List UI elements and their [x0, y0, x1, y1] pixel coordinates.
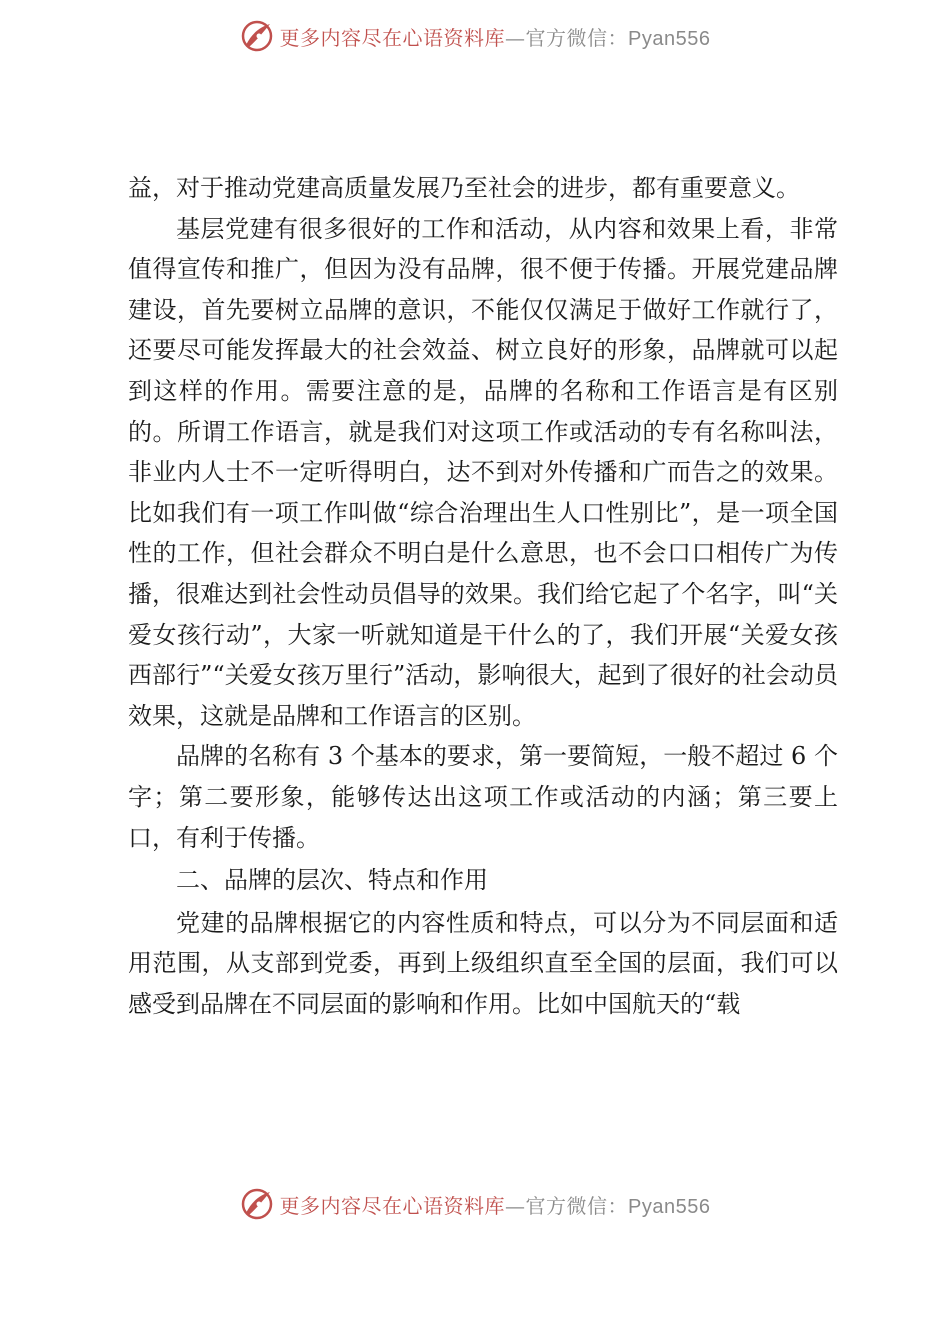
banner-wechat-label: 官方微信： [525, 25, 629, 50]
paragraph: 基层党建有很多很好的工作和活动，从内容和效果上看，非常值得宣传和推广，但因为没有品牌，很不便于传播。开展党建品牌建设，首先要树立品牌的意识，不能仅仅满足于做好工作就行了，还要尽可能发挥最大的社会效益、树立良好的形象，品牌就可以起到这样的作用。需要注意的是，品牌的名称和工作语言是有区别的。所谓工作语言，就是我们对这项工作或活动的专有名称叫法，非业内人士不一定听得明白，达不到对外传播和广而告之的效果。比如我们有一项工作叫做“综合治理出生人口性别比”，是一项全国性的工作，但社会群众不明白是什么意思，也不会口口相传广为传播，很难达到社会性动员倡导的效果。我们给它起了个名字，叫“关爱女孩行动”，大家一听就知道是干什么的了，我们开展“关爱女孩西部行”“关爱女孩万里行”活动，影响很大，起到了很好的社会动员效果，这就是品牌和工作语言的区别。 [128, 214, 838, 730]
banner-dash: — [505, 25, 526, 50]
section-heading: 二、品牌的层次、特点和作用 [176, 866, 488, 895]
document-body [128, 168, 838, 1024]
banner-wechat-id: Pyan556 [628, 1195, 711, 1218]
pen-nib-logo-icon [240, 1187, 274, 1221]
banner-wechat-label: 官方微信： [525, 1193, 629, 1218]
banner-wechat-id: Pyan556 [628, 27, 711, 50]
footer-banner [0, 1184, 950, 1224]
paragraph: 品牌的名称有 3 个基本的要求，第一要简短，一般不超过 6 个字；第二要形象，能够传达出这项工作或活动的内涵；第三要上口，有利于传播。 [128, 742, 838, 852]
banner-text [280, 22, 711, 51]
header-banner [0, 16, 950, 56]
paragraph: 党建的品牌根据它的内容性质和特点，可以分为不同层面和适用范围，从支部到党委，再到上级组织直至全国的层面，我们可以感受到品牌在不同层面的影响和作用。比如中国航天的“载 [128, 908, 838, 1018]
banner-slogan: 更多内容尽在心语资料库 [279, 1193, 506, 1218]
banner-slogan: 更多内容尽在心语资料库 [279, 25, 506, 50]
pen-nib-logo-icon [240, 19, 274, 53]
paragraph: 益，对于推动党建高质量发展乃至社会的进步，都有重要意义。 [128, 174, 800, 202]
banner-dash: — [505, 1193, 526, 1218]
banner-text [280, 1190, 711, 1219]
